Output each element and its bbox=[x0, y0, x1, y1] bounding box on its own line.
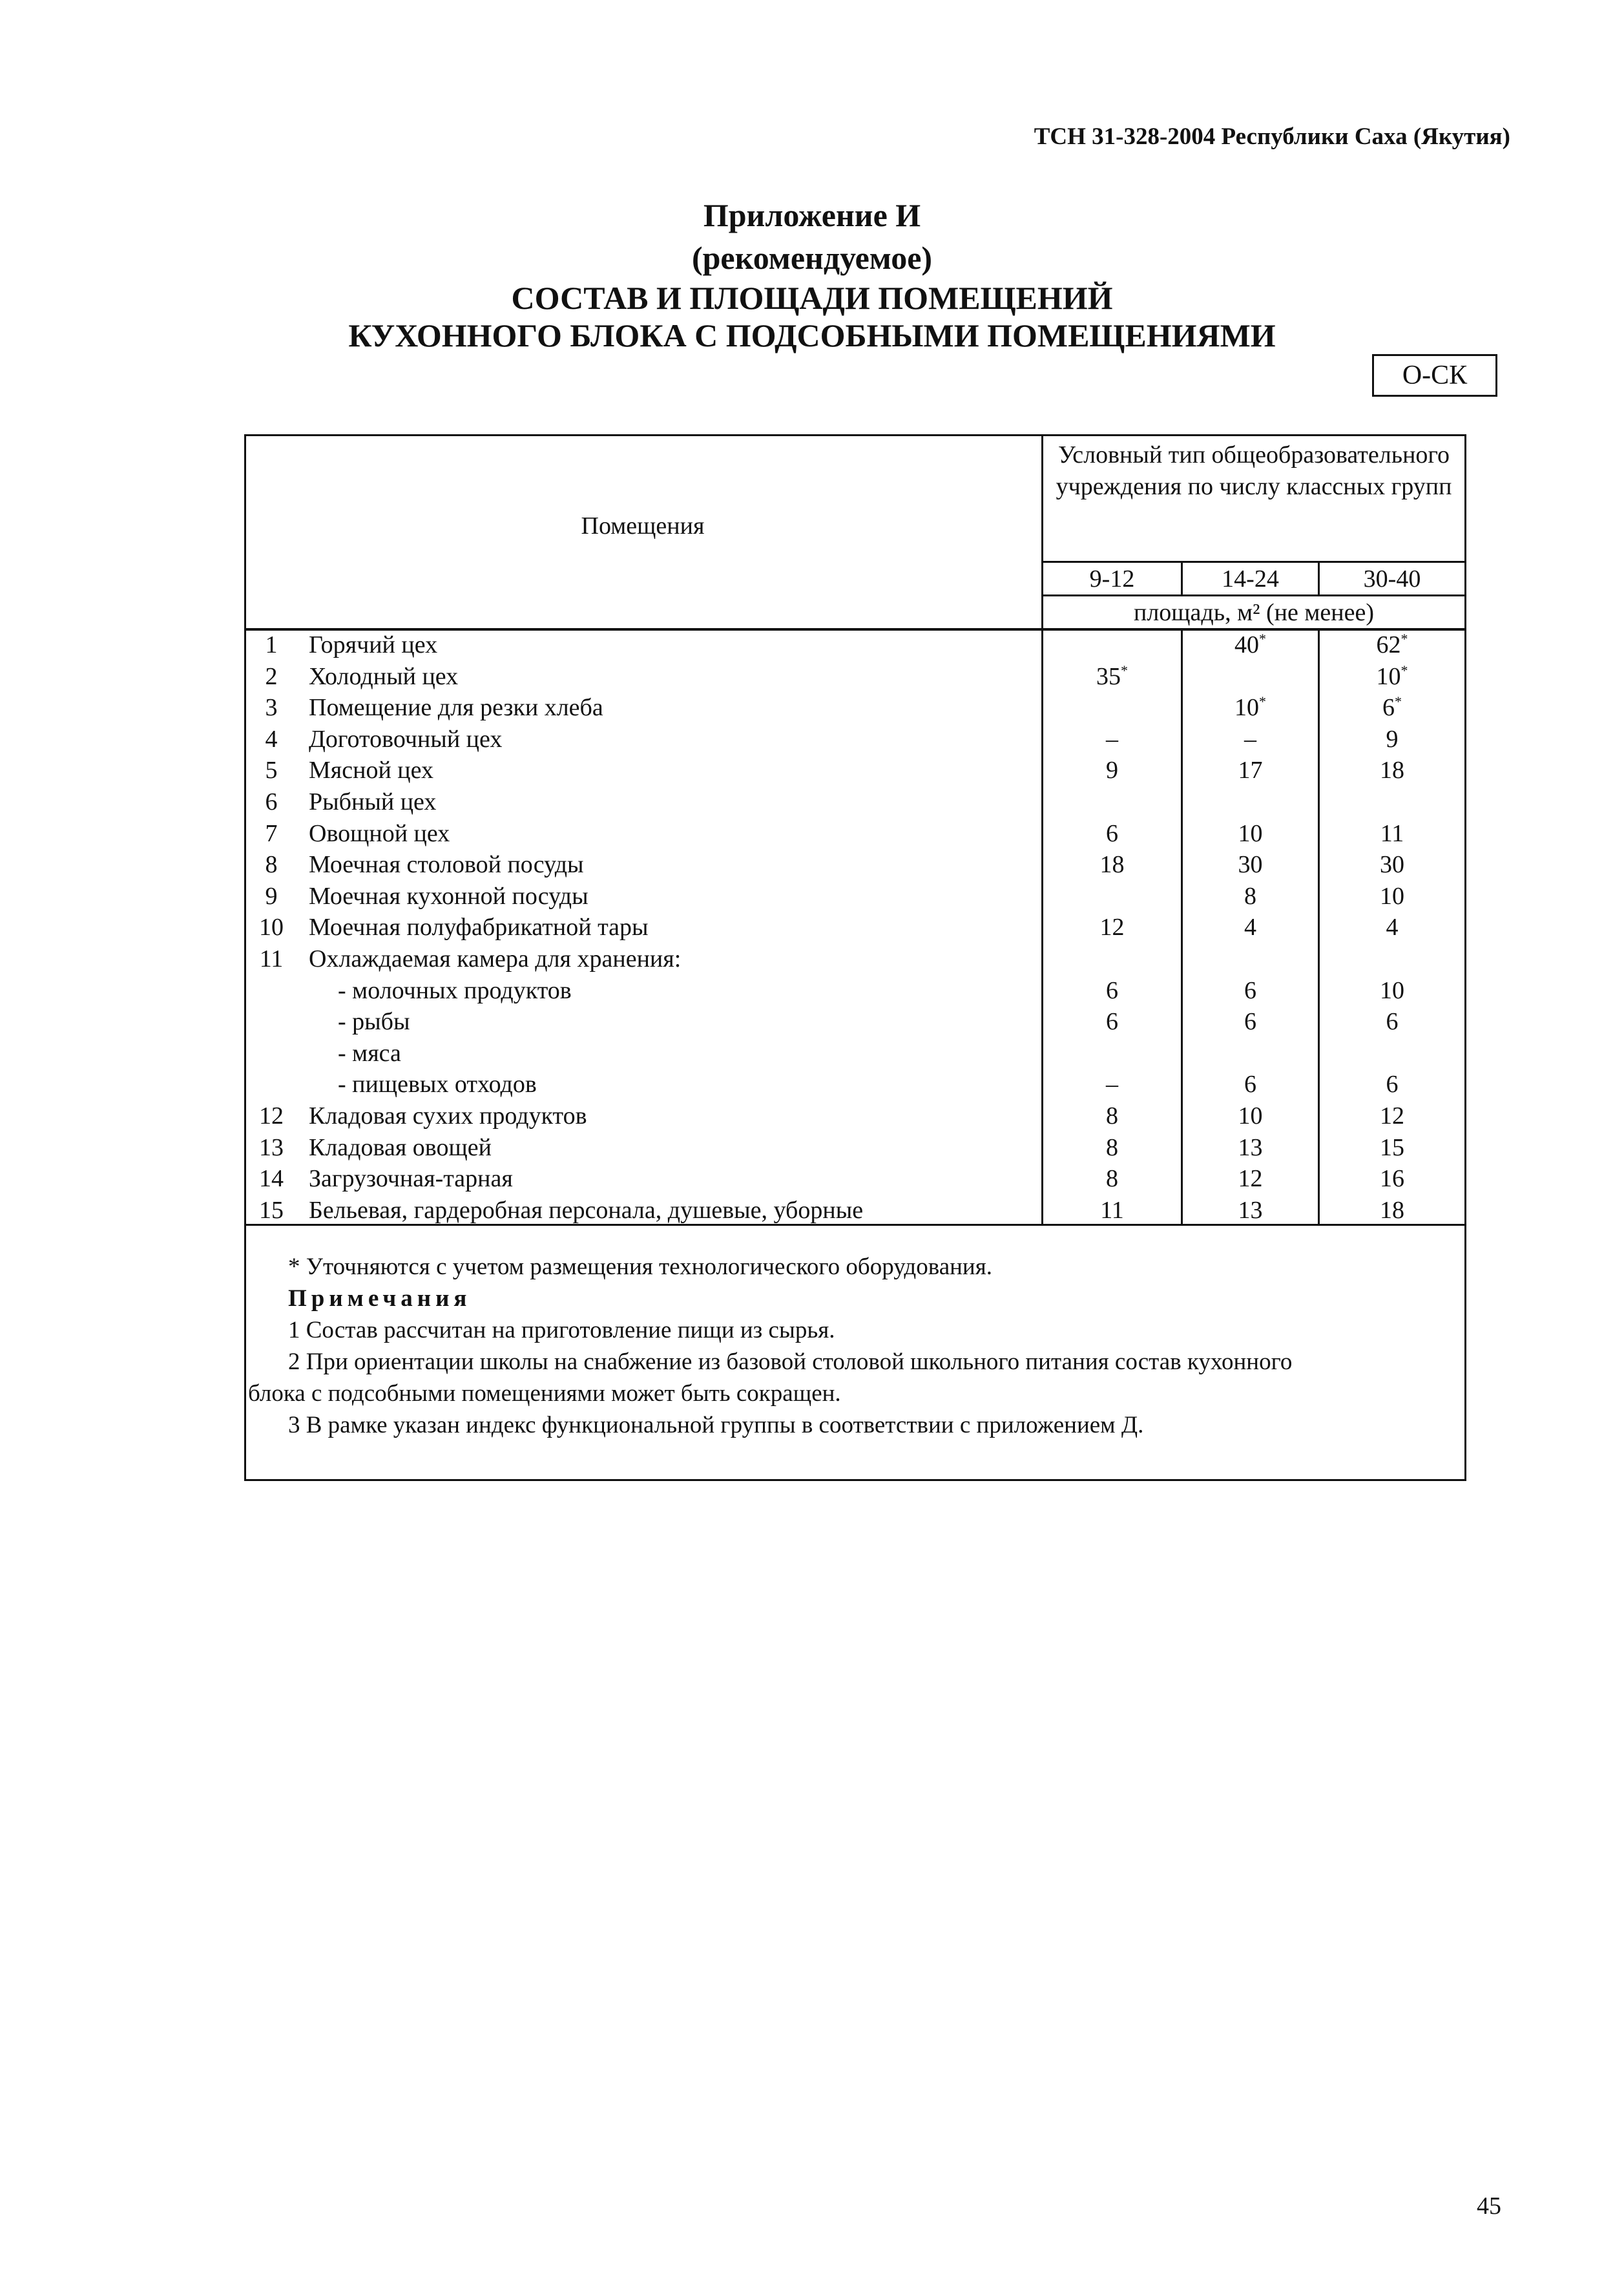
row-room-name: - молочных продуктов bbox=[338, 976, 572, 1004]
row-area-value: 15 bbox=[1380, 1133, 1404, 1161]
row-area-value: – bbox=[1244, 725, 1256, 753]
row-area-value: 11 bbox=[1100, 1196, 1124, 1224]
row-area-value: 6 bbox=[1386, 1071, 1399, 1098]
row-area-value: 11 bbox=[1380, 819, 1404, 847]
row-room-name: Доготовочный цех bbox=[309, 725, 503, 753]
appendix-title: Приложение И bbox=[703, 197, 921, 233]
row-area-value: 6 bbox=[1244, 976, 1256, 1004]
row-number: 5 bbox=[265, 757, 278, 784]
note-2-line-1: 2 При ориентации школы на снабжение из базовой столовой школьного питания состав кухонного bbox=[288, 1349, 1293, 1375]
row-area-value: 6 bbox=[1106, 976, 1118, 1004]
row-number: 14 bbox=[259, 1165, 284, 1193]
notes-heading: Примечания bbox=[288, 1285, 472, 1312]
page-number: 45 bbox=[1477, 2192, 1501, 2220]
row-area-value: 12 bbox=[1380, 1102, 1404, 1130]
functional-group-index: О-СК bbox=[1372, 354, 1497, 397]
row-area-value: 8 bbox=[1106, 1102, 1118, 1130]
asterisk-mark: * bbox=[1259, 693, 1266, 710]
row-area-value: 18 bbox=[1099, 851, 1125, 879]
row-area-value: 10 bbox=[1238, 819, 1263, 847]
row-room-name: - мяса bbox=[338, 1039, 401, 1067]
row-area-value: 40* bbox=[1234, 631, 1266, 658]
row-area-value: 13 bbox=[1238, 1196, 1263, 1224]
row-area-value: 10* bbox=[1376, 662, 1408, 690]
document-code-header: ТСН 31-328-2004 Республики Саха (Якутия) bbox=[1034, 123, 1510, 150]
row-number: 4 bbox=[265, 725, 278, 753]
asterisk-mark: * bbox=[1400, 631, 1408, 647]
row-area-value: 18 bbox=[1380, 757, 1404, 784]
row-room-name: Моечная полуфабрикатной тары bbox=[309, 914, 649, 941]
title-block bbox=[0, 194, 1624, 354]
appendix-subtitle: (рекомендуемое) bbox=[691, 240, 933, 276]
row-number: 6 bbox=[265, 788, 278, 815]
row-area-value: 6* bbox=[1382, 693, 1402, 722]
row-number: 3 bbox=[265, 694, 278, 722]
row-area-value: 6 bbox=[1106, 819, 1118, 847]
row-number: 9 bbox=[265, 882, 278, 910]
row-area-value: 35* bbox=[1096, 662, 1128, 690]
header-group-9-12: 9-12 bbox=[1089, 565, 1135, 593]
asterisk-mark: * bbox=[1259, 631, 1266, 647]
note-1: 1 Состав рассчитан на приготовление пищи из сырья. bbox=[288, 1317, 835, 1343]
header-group-14-24: 14-24 bbox=[1222, 565, 1279, 593]
row-room-name: Мясной цех bbox=[309, 757, 434, 784]
header-group-30-40: 30-40 bbox=[1363, 565, 1421, 593]
row-area-value: 6 bbox=[1244, 1071, 1256, 1098]
row-area-value: 18 bbox=[1380, 1196, 1404, 1224]
row-number: 12 bbox=[259, 1102, 284, 1130]
row-area-value: 10 bbox=[1238, 1102, 1263, 1130]
row-area-value: 4 bbox=[1386, 914, 1399, 941]
header-rooms: Помещения bbox=[581, 512, 705, 540]
row-room-name: Помещение для резки хлеба bbox=[309, 694, 603, 722]
row-number: 1 bbox=[265, 631, 278, 658]
row-number: 11 bbox=[259, 945, 284, 972]
header-area-unit: площадь, м² (не менее) bbox=[1133, 599, 1375, 626]
row-number: 13 bbox=[259, 1133, 284, 1161]
row-area-value: 30 bbox=[1380, 851, 1404, 879]
asterisk-mark: * bbox=[1400, 662, 1408, 678]
row-area-value: 4 bbox=[1244, 914, 1256, 941]
row-area-value: 8 bbox=[1106, 1133, 1118, 1161]
row-room-name: Кладовая сухих продуктов bbox=[309, 1102, 587, 1130]
row-area-value: 62* bbox=[1376, 631, 1408, 658]
row-room-name: Моечная кухонной посуды bbox=[309, 882, 588, 910]
note-2-line-2: блока с подсобными помещениями может быть сокращен. bbox=[248, 1380, 841, 1407]
row-room-name: Охлаждаемая камера для хранения: bbox=[309, 945, 682, 972]
row-area-value: 6 bbox=[1386, 1008, 1399, 1036]
table-border-bottom bbox=[244, 1479, 1466, 1481]
row-room-name: Моечная столовой посуды bbox=[309, 851, 584, 879]
row-area-value: 10* bbox=[1234, 693, 1266, 722]
table-border-top bbox=[244, 434, 1466, 436]
table-border-left bbox=[244, 434, 246, 1481]
asterisk-mark: * bbox=[1121, 662, 1128, 678]
row-area-value: 10 bbox=[1380, 976, 1404, 1004]
row-room-name: - рыбы bbox=[338, 1008, 410, 1036]
groups-bottom-line bbox=[1041, 594, 1466, 596]
notes-block bbox=[248, 1251, 1463, 1441]
row-number: 10 bbox=[259, 914, 284, 941]
main-title-line-1: СОСТАВ И ПЛОЩАДИ ПОМЕЩЕНИЙ bbox=[511, 280, 1113, 316]
row-area-value: 16 bbox=[1380, 1165, 1404, 1193]
row-number: 8 bbox=[265, 851, 278, 879]
row-area-value: 17 bbox=[1238, 757, 1263, 784]
row-area-value: 6 bbox=[1106, 1008, 1118, 1036]
row-number: 15 bbox=[259, 1196, 284, 1224]
row-room-name: Бельевая, гардеробная персонала, душевые, уборные bbox=[309, 1196, 864, 1224]
asterisk-mark: * bbox=[1395, 693, 1402, 710]
row-area-value: – bbox=[1106, 725, 1118, 753]
row-area-value: 10 bbox=[1380, 882, 1404, 910]
row-number: 2 bbox=[265, 662, 278, 690]
row-room-name: Холодный цех bbox=[309, 662, 459, 690]
row-area-value: 8 bbox=[1244, 882, 1256, 910]
row-area-value: 9 bbox=[1106, 757, 1118, 784]
row-room-name: Загрузочная-тарная bbox=[309, 1165, 513, 1193]
row-area-value: 9 bbox=[1386, 725, 1399, 753]
main-title-line-2: КУХОННОГО БЛОКА С ПОДСОБНЫМИ ПОМЕЩЕНИЯМИ bbox=[348, 317, 1276, 353]
row-room-name: Кладовая овощей bbox=[309, 1133, 492, 1161]
row-area-value: 8 bbox=[1106, 1165, 1118, 1193]
row-area-value: 6 bbox=[1244, 1008, 1256, 1036]
table-border-right bbox=[1464, 434, 1466, 1481]
row-area-value: – bbox=[1106, 1071, 1118, 1098]
row-room-name: Горячий цех bbox=[309, 631, 438, 658]
groups-top-line bbox=[1041, 561, 1466, 563]
footnote-asterisk: * Уточняются с учетом размещения технологического оборудования. bbox=[288, 1254, 992, 1280]
row-room-name: Овощной цех bbox=[309, 819, 450, 847]
row-area-value: 12 bbox=[1099, 914, 1125, 941]
row-area-value: 30 bbox=[1238, 851, 1263, 879]
row-number: 7 bbox=[265, 819, 278, 847]
row-area-value: 12 bbox=[1238, 1165, 1263, 1193]
note-3: 3 В рамке указан индекс функциональной группы в соответствии с приложением Д. bbox=[288, 1412, 1144, 1438]
row-room-name: Рыбный цех bbox=[309, 788, 437, 815]
header-type: Условный тип общеобразовательного учреждения по числу классных групп bbox=[1056, 441, 1452, 500]
row-room-name: - пищевых отходов bbox=[338, 1071, 537, 1098]
row-area-value: 13 bbox=[1238, 1133, 1263, 1161]
